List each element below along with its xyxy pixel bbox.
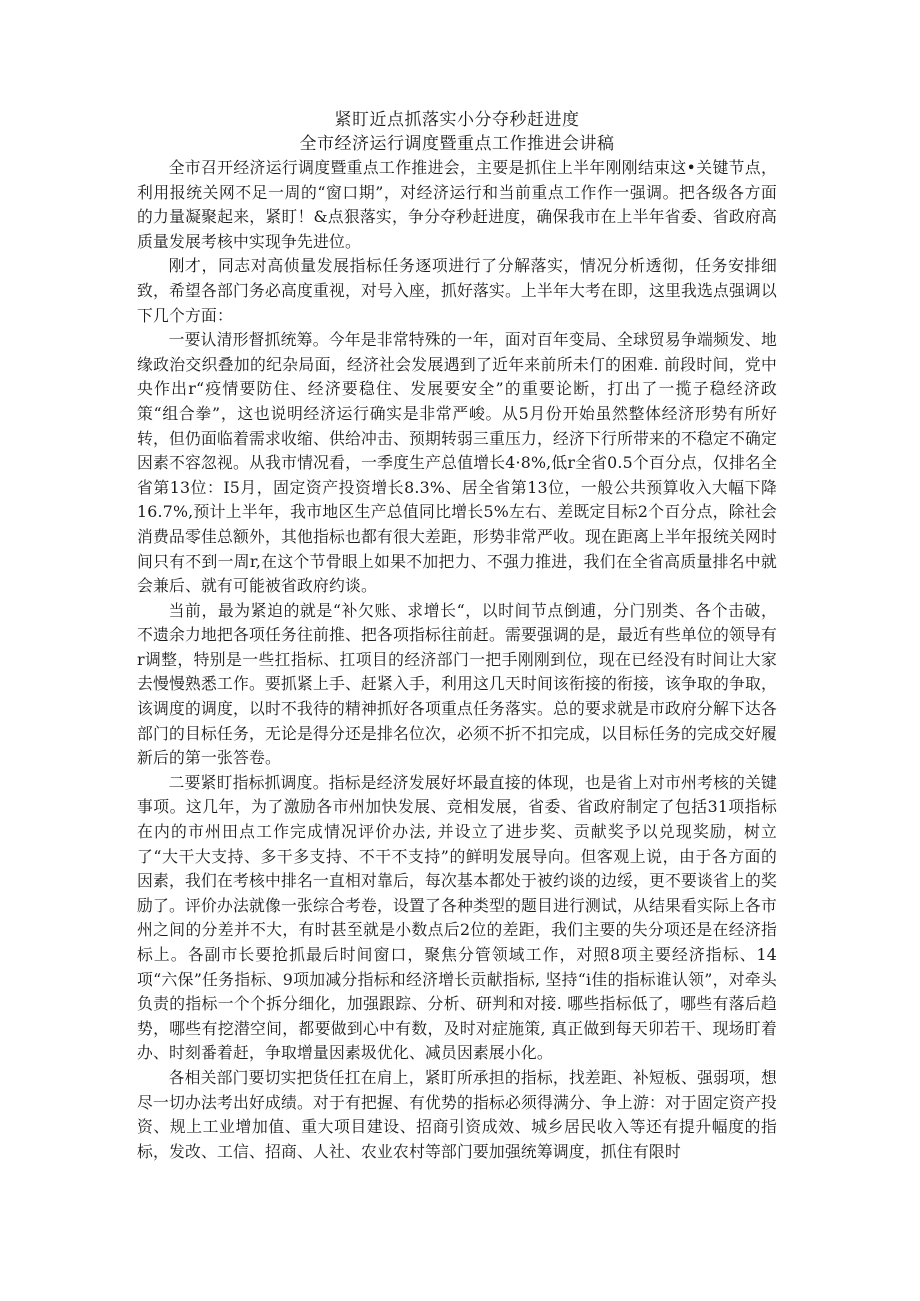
document-subtitle: 全市经济运行调度暨重点工作推进会讲稿	[299, 134, 615, 154]
paragraph-overview: 刚才，同志对高侦量发展指标任务逐项进行了分解落实，情况分析透彻，任务安排细致，希望各部门务必高度重视，对号入座，抓好落实。上半年大考在即，这里我选点强调以下几个方面：	[137, 256, 777, 325]
paragraph-intro: 全市召开经济运行调度暨重点工作推进会，主要是抓住上半年刚刚结束这•关键节点，利用报统关网不足一周的“窗口期”，对经济运行和当前重点工作作一强调。把各级各方面的力量凝聚起来，紧盯！&点狠落实，争分夺秒赶进度，确保我市在上半年省委、省政府高质量发展考核中实现争先进位。	[137, 158, 777, 251]
paragraph-departments: 各相关部门要切实把货任扛在肩上，紧盯所承担的指标，找差距、补短板、强弱项，想尽一切办法考出好成绩。对于有把握、有优势的指标必须得满分、争上游：对于固定资产投资、规上工业增加值、重大项目建设、招商引资成效、城乡居民收入等还有提升幅度的指标，发改、工信、招商、人社、农业农村等部门要加强统筹调度，抓住有限时	[137, 1067, 777, 1161]
document-title: 紧盯近点抓落实小分夺秒赶进度	[334, 110, 580, 130]
paragraph-urgency: 当前，最为紧迫的就是“补欠账、求增长“，以时间节点倒逋，分门别类、各个击破，不遗余力地把各项任务往前推、把各项指标往前赶。需要强调的是，最近有些单位的领导有r调整，特别是一些扛指标、扛项目的经济部门一把手刚刚到位，现在已经没有时间让大家去慢慢熟悉工作。要抓紧上手、赶紧入手，利用这几天时间该衔接的衔接，该争取的争取，该调度的调度，以时不我待的精神抓好各项重点任务落实。总的要求就是市政府分解下达各部门的目标任务，无论是得分还是排名位次，必须不折不扣完成，以目标任务的完成交好履新后的第一张答卷。	[137, 600, 777, 768]
document-page	[137, 108, 777, 1164]
paragraph-point-two: 二要紧盯指标抓调度。指标是经济发展好坏最直接的体现，也是省上对市州考核的关键事项。这几年，为了激励各市州加快发展、竞相发展，省委、省政府制定了包括31项指标在内的市州田点工作完成情况评价办法, 并设立了进步奖、贡献奖予以兑现奖励，树立了“大干大支持、多干多支持、不干不支持”的鲜明发展导向。但客观上说，由于各方面的因素，我们在考核中排名一直相对靠后，每次基本都处于被约谈的边绥，更不要谈省上的奖励了。评价办法就像一张综合考卷，设置了各种类型的题目进行测试，从结果看实际上各市州之间的分差并不大，有时甚至就是小数点后2位的差距，我们主要的失分项还是在经济指标上。各副市长要抢抓最后时间窗口，聚焦分管领域工作，对照8项主要经济指标、14项“六保”任务指标、9项加减分指标和经济增长贡献指标, 坚持“i佳的指标谁认领”，对牵头负责的指标一个个拆分细化，加强跟踪、分析、研判和对接. 哪些指标低了，哪些有落后趋势，哪些有挖潜空间，都要做到心中有数，及时对症施策, 真正做到每天卯若干、现场盯着办、时刻番着赶，争取增量因素圾优化、减员因素展小化。	[137, 772, 777, 1063]
paragraph-point-one: 一要认清形督抓统筹。今年是非常特殊的一年，面对百年变局、全球贸易争端频发、地缘政治交织叠加的纪杂局面，经济社会发展遇到了近年来前所未仃的困难. 前段时间，党中央作出r“疫情要防住、经济要稳住、发展要安全”的重要论断，打出了一揽子稳经济政策“组合拳”，这也说明经济运行确实是非常严峻。从5月份开始虽然整体经济形势有所好转，但仍面临着需求收缩、供给冲击、预期转弱三重压力，经济下行所带来的不稳定不确定因素不容忽视。从我市情况看，一季度生产总值增长4·8%,低r全省0.5个百分点，仅排名全省第13位：I5月，固定资产投资增长8.3%、居全省第13位，一般公共预算收入大幅下降16.7%,预计上半年，我市地区生产总值同比增长5%左右、差既定目标2个百分点，除社会消费品零佳总额外，其他指标也都有很大差距，形势非常严收。现在距离上半年报统关网时间只有不到一周r,在这个节骨眼上如果不加把力、不强力推进，我们在全省高质量排名中就会兼后、就有可能被省政府约谈。	[137, 330, 777, 596]
